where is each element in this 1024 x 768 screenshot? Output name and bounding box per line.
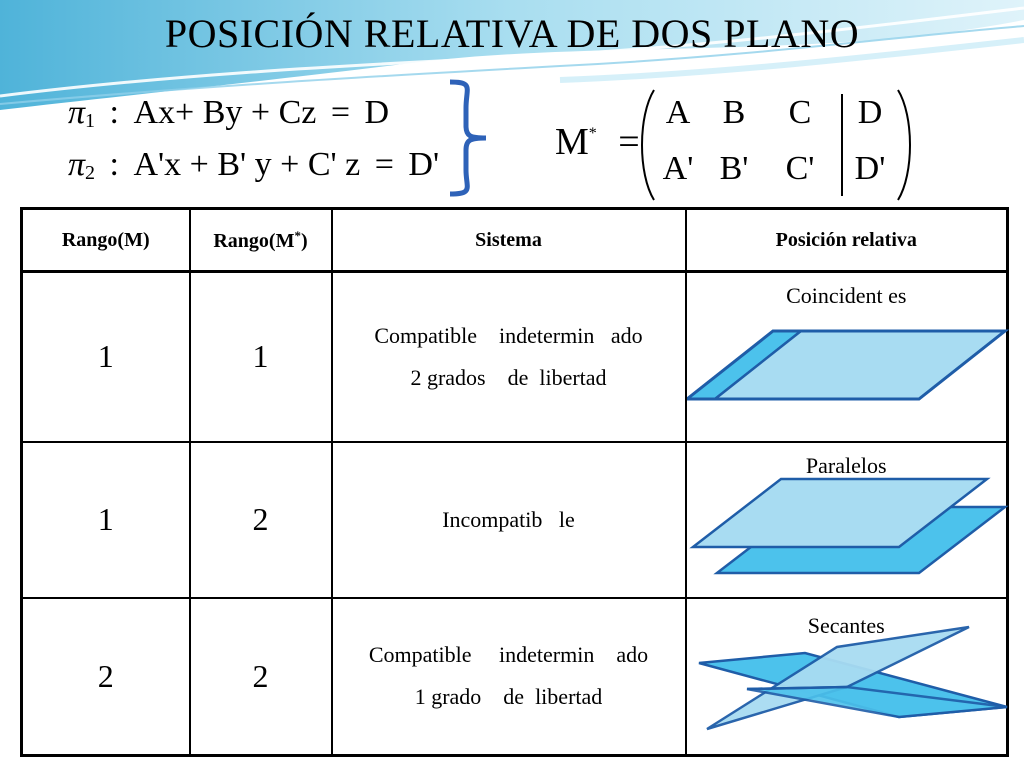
table-header-row [22,209,1008,272]
equation-lhs: Ax+ By + Cz [133,94,317,131]
table-row [22,598,1008,756]
parallel-planes-diagram [687,443,1009,599]
matrix-entry: C [788,94,812,131]
position-label: Paralelos [805,452,887,478]
system-cell: Compatible indetermin ado 2 grados de libertad [332,272,686,442]
matrix-entry: D [857,94,883,131]
position-label: Coincident es [786,283,907,308]
position-cell [686,442,1008,598]
rank-m-star-cell: 2 [190,442,332,598]
table-row [22,442,1008,598]
plane-index: 2 [85,162,96,184]
rank-m-cell: 1 [22,272,190,442]
matrix-entry: B' [719,150,749,187]
matrix-entry: A [665,94,691,131]
matrix-entry: A' [662,150,694,187]
equation-rhs: D [364,94,390,131]
matrix-equals: = [618,121,640,163]
equals-sign: = [330,94,351,131]
rank-m-cell: 2 [22,598,190,756]
coincident-planes-diagram [687,273,1009,443]
pi-symbol: π [68,94,86,131]
plane-index: 1 [85,110,96,132]
pi-symbol: π [68,146,86,183]
matrix-label: M* = [555,121,640,163]
rank-m-star-cell: 1 [190,272,332,442]
header-rank-m-star: Rango(M*) [190,209,332,272]
plane1-equation [68,94,389,133]
equation-rhs: D' [408,146,440,183]
matrix-entry: C' [785,150,815,187]
right-brace-icon [440,78,500,198]
header-rank-m: Rango(M) [22,209,190,272]
relative-position-table [20,207,1009,757]
slide-title: POSICIÓN RELATIVA DE DOS PLANO [164,11,860,56]
header-system: Sistema [332,209,686,272]
position-cell [686,272,1008,442]
matrix-entry: D' [854,150,886,187]
rank-m-star-cell: 2 [190,598,332,756]
header-position: Posición relativa [686,209,1008,272]
secant-planes-diagram [687,599,1009,757]
matrix-entry: B [722,94,746,131]
system-cell: Incompatib le [332,442,686,598]
matrix-star: * [588,125,597,142]
plane2-equation [68,146,439,185]
table-row [22,272,1008,442]
system-cell: Compatible indetermin ado 1 grado de libertad [332,598,686,756]
equation-separator: : [109,146,119,183]
equals-sign: = [374,146,394,183]
rank-m-cell: 1 [22,442,190,598]
equation-separator: : [109,94,119,131]
position-cell [686,598,1008,756]
position-label: Secantes [807,612,885,638]
equation-lhs: A'x + B' y + C' z [133,146,361,183]
